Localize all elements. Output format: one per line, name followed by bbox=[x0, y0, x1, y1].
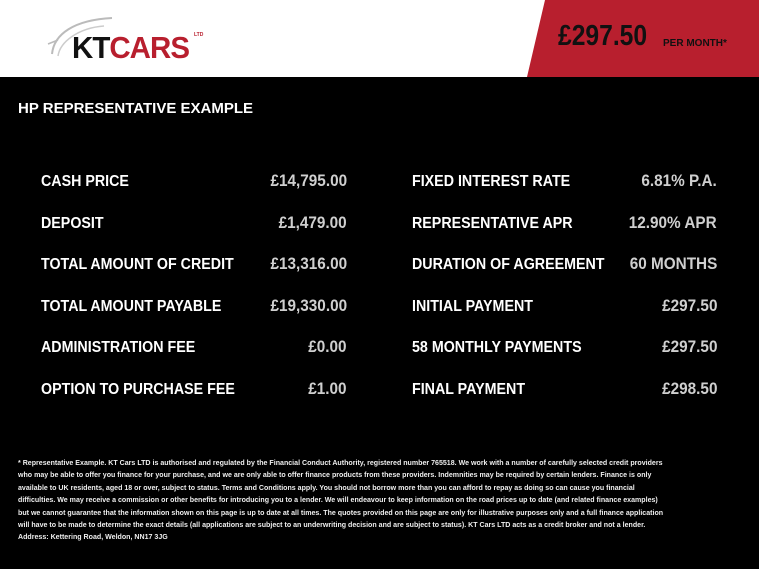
finance-label: OPTION TO PURCHASE FEE bbox=[41, 380, 235, 398]
finance-value: £1,479.00 bbox=[278, 212, 347, 232]
finance-label: REPRESENTATIVE APR bbox=[412, 214, 573, 232]
finance-row bbox=[412, 173, 717, 193]
finance-row bbox=[41, 173, 347, 193]
finance-row bbox=[412, 212, 717, 235]
finance-label: 58 MONTHLY PAYMENTS bbox=[412, 339, 582, 356]
finance-label: TOTAL AMOUNT PAYABLE bbox=[41, 297, 222, 315]
finance-value: £1.00 bbox=[308, 378, 347, 398]
finance-value: £14,795.00 bbox=[270, 171, 347, 190]
finance-label: DURATION OF AGREEMENT bbox=[412, 256, 605, 273]
finance-row bbox=[412, 378, 717, 401]
finance-value: 60 MONTHS bbox=[629, 254, 717, 273]
finance-row bbox=[412, 256, 717, 276]
header bbox=[0, 0, 759, 77]
footnote: * Representative Example. KT Cars LTD is authorised and regulated by the Financial Conduct Authority, registered number 765518. We work with a number of carefully selected credit providers who may be able to offer you finance for your purchase, and we are only able to offer finance products from these providers. Indemnities may be required by certain lenders. Finance is only available to UK residents, aged 18 or over, subject to status. Terms and Conditions apply. You should not borrow more than you can afford to repay as doing so can cause you financial difficulties. We may receive a commission or other benefits for introducing you to a lender. We will endeavour to keep information on the road prices up to date (and related finance examples) but we cannot guarantee that the information shown on this page is up to date at all times. The quotes provided on this page are only for illustrative purposes only and a full finance application will have to be made to determine the exact details (all applications are subject to an underwriting decision and are subject to status). KT Cars LTD acts as a credit broker and not a lender. Address: Kettering Road, Weldon, NN17 3JG bbox=[18, 458, 664, 542]
finance-label: DEPOSIT bbox=[41, 214, 104, 232]
finance-value: £19,330.00 bbox=[270, 295, 347, 315]
finance-row bbox=[41, 378, 347, 401]
finance-value: 6.81% P.A. bbox=[641, 171, 717, 190]
finance-row bbox=[412, 295, 717, 318]
finance-row bbox=[41, 295, 347, 318]
kt-cars-logo[interactable] bbox=[44, 14, 214, 64]
finance-value: £13,316.00 bbox=[270, 254, 347, 273]
finance-label: CASH PRICE bbox=[41, 173, 129, 190]
finance-row bbox=[41, 339, 347, 359]
finance-label: FIXED INTEREST RATE bbox=[412, 173, 571, 190]
finance-value: £297.50 bbox=[661, 337, 717, 356]
per-month-label: PER MONTH* bbox=[663, 38, 727, 49]
finance-value: £298.50 bbox=[661, 378, 717, 398]
finance-value: 12.90% APR bbox=[629, 212, 717, 232]
monthly-price: £297.50 bbox=[558, 20, 648, 52]
finance-label: INITIAL PAYMENT bbox=[412, 297, 533, 315]
finance-row bbox=[412, 339, 717, 359]
logo-cars: CARS bbox=[109, 30, 190, 65]
finance-label: ADMINISTRATION FEE bbox=[41, 339, 196, 356]
finance-label: FINAL PAYMENT bbox=[412, 380, 526, 398]
finance-row bbox=[41, 212, 347, 235]
page-title: HP REPRESENTATIVE EXAMPLE bbox=[18, 100, 254, 117]
finance-value: £297.50 bbox=[661, 295, 717, 315]
finance-label: TOTAL AMOUNT OF CREDIT bbox=[41, 256, 234, 273]
finance-row bbox=[41, 256, 347, 276]
logo-kt: KT bbox=[72, 30, 110, 65]
finance-value: £0.00 bbox=[308, 337, 347, 356]
logo-ltd: LTD bbox=[194, 32, 204, 38]
